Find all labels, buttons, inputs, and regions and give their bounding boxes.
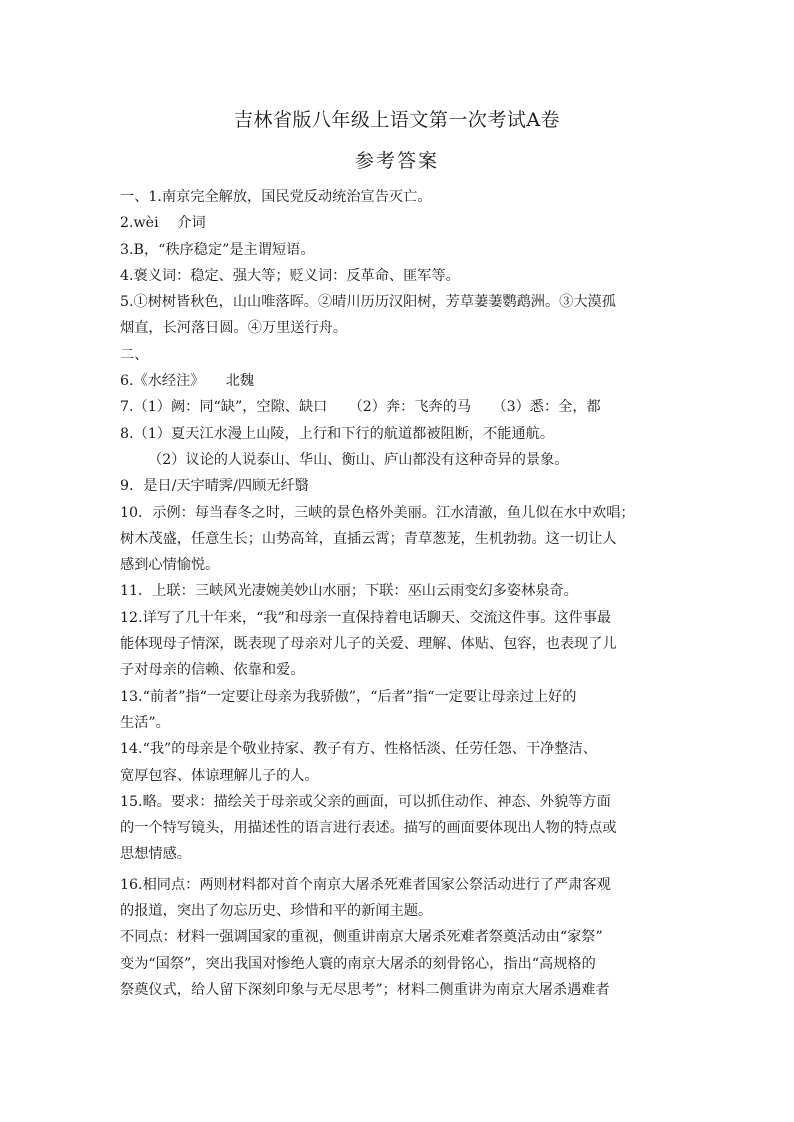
answer-line: 能体现母子情深，既表现了母亲对儿子的关爱、理解、体贴、包容，也表现了儿 xyxy=(120,636,617,653)
answer-line: 树木茂盛，任意生长；山势高耸，直插云霄；青草葱茏，生机勃勃。这一切让人 xyxy=(120,530,617,547)
answer-line: 不同点：材料一强调国家的重视，侧重讲南京大屠杀死难者祭奠活动由“家祭” xyxy=(120,929,603,946)
answer-line: 16.相同点：两则材料都对首个南京大屠杀死难者国家公祭活动进行了严肃客观 xyxy=(120,876,611,893)
answer-line: 2.wèi 介词 xyxy=(120,215,206,232)
answer-line: 14.“我”的母亲是个敬业持家、教子有方、性格恬淡、任劳任怨、干净整洁、 xyxy=(120,741,597,758)
answer-line: 的一个特写镜头，用描述性的语言进行表述。描写的画面要体现出人物的特点或 xyxy=(120,820,617,837)
answer-line: 的报道，突出了勿忘历史、珍惜和平的新闻主题。 xyxy=(120,903,433,920)
answer-line: 10．示例：每当春冬之时，三峡的景色格外美丽。江水清澈，鱼儿似在水中欢唱； xyxy=(120,504,635,521)
answer-line: （2）议论的人说泰山、华山、衡山、庐山都没有这种奇异的景象。 xyxy=(148,451,569,468)
answer-line: 子对母亲的信赖、依靠和爱。 xyxy=(120,662,305,679)
answer-line: 一、1.南京完全解放，国民党反动统治宣告灭亡。 xyxy=(120,189,432,205)
answer-line: 5.①树树皆秋色，山山唯落晖。②晴川历历汉阳树，芳草萋萋鹦鹉洲。③大漠孤 xyxy=(120,294,616,311)
answer-line: 烟直，长河落日圆。④万里送行舟。 xyxy=(120,320,348,337)
answer-line: 11．上联：三峡风光凄婉美妙山水丽；下联：巫山云雨变幻多姿林泉奇。 xyxy=(120,583,578,600)
answer-line: 9．是日/天宇晴霁/四顾无纤翳 xyxy=(120,478,309,495)
page-title: 吉林省版八年级上语文第一次考试A卷 xyxy=(233,109,561,131)
answer-line: 感到心情愉悦。 xyxy=(120,557,220,574)
answer-line: 6.《水经注》 北魏 xyxy=(120,373,255,390)
answer-line: 15.略。要求：描绘关于母亲或父亲的画面，可以抓住动作、神态、外貌等方面 xyxy=(120,793,611,810)
answer-line: 祭奠仪式，给人留下深刻印象与无尽思考”；材料二侧重讲为南京大屠杀遇难者 xyxy=(120,981,610,998)
answer-line: 思想情感。 xyxy=(120,846,191,863)
section-heading: 二、 xyxy=(120,346,149,363)
answer-line: 生活”。 xyxy=(120,714,170,731)
answer-line: 12.详写了几十年来，“我”和母亲一直保持着电话聊天、交流这件事。这件事最 xyxy=(120,609,612,626)
answer-line: 4.褒义词：稳定、强大等；贬义词：反革命、匪军等。 xyxy=(120,267,460,284)
answer-line: 7.（1）阙：同“缺”，空隙、缺口 （2）奔：飞奔的马 （3）悉：全，都 xyxy=(120,399,601,416)
page-subtitle: 参考答案 xyxy=(354,150,439,172)
answer-line: 13.“前者”指“一定要让母亲为我骄傲”，“后者”指“一定要让母亲过上好的 xyxy=(120,688,577,705)
answer-line: 变为“国祭”，突出我国对惨绝人寰的南京大屠杀的刻骨铭心，指出“高规格的 xyxy=(120,955,596,972)
answer-line: 8.（1）夏天江水漫上山陵，上行和下行的航道都被阻断，不能通航。 xyxy=(120,425,555,442)
answer-line: 3.B，“秩序稳定”是主谓短语。 xyxy=(120,241,315,258)
answer-content xyxy=(120,184,676,1003)
answer-line: 宽厚包容、体谅理解儿子的人。 xyxy=(120,767,319,784)
